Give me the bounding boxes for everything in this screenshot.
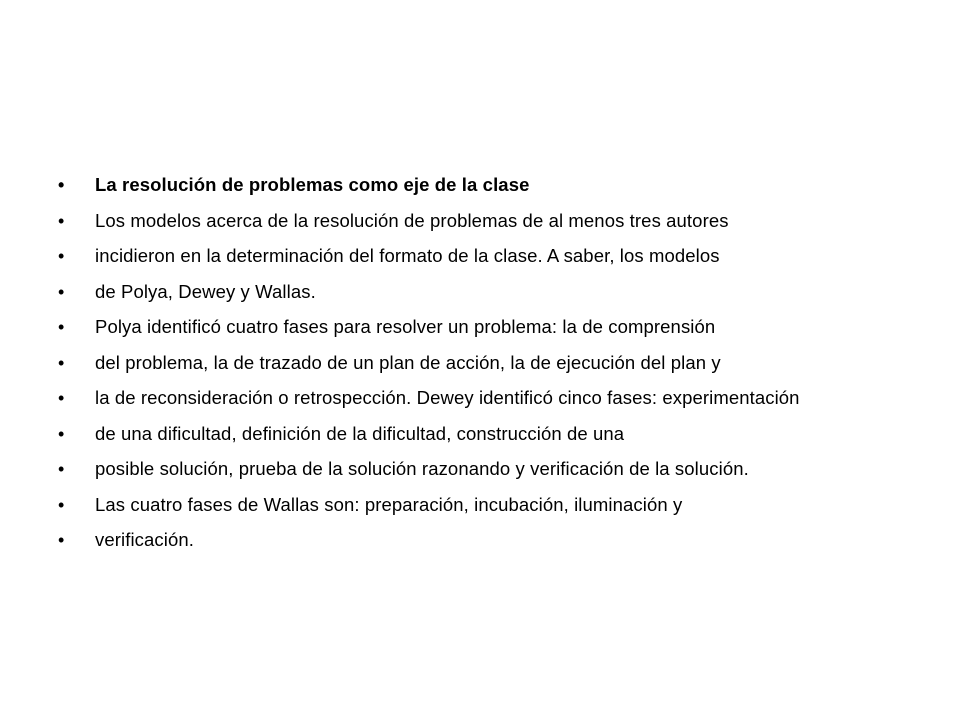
bullet-item: • verificación.: [58, 528, 904, 552]
bullet-item: • posible solución, prueba de la solución razonando y verificación de la solución.: [58, 457, 904, 481]
bullet-item: • de una dificultad, definición de la dificultad, construcción de una: [58, 422, 904, 446]
bullet-item: • la de reconsideración o retrospección. Dewey identificó cinco fases: experimentación: [58, 386, 904, 410]
bullet-item: • de Polya, Dewey y Wallas.: [58, 280, 904, 304]
bullet-item: • Los modelos acerca de la resolución de problemas de al menos tres autores: [58, 209, 904, 233]
bullet-item: • Polya identificó cuatro fases para resolver un problema: la de comprensión: [58, 315, 904, 339]
bullet-item: • incidieron en la determinación del formato de la clase. A saber, los modelos: [58, 244, 904, 268]
bullet-list: [58, 173, 904, 564]
bullet-heading: • La resolución de problemas como eje de la clase: [58, 173, 904, 197]
bullet-item: • Las cuatro fases de Wallas son: preparación, incubación, iluminación y: [58, 493, 904, 517]
bullet-item: • del problema, la de trazado de un plan de acción, la de ejecución del plan y: [58, 351, 904, 375]
